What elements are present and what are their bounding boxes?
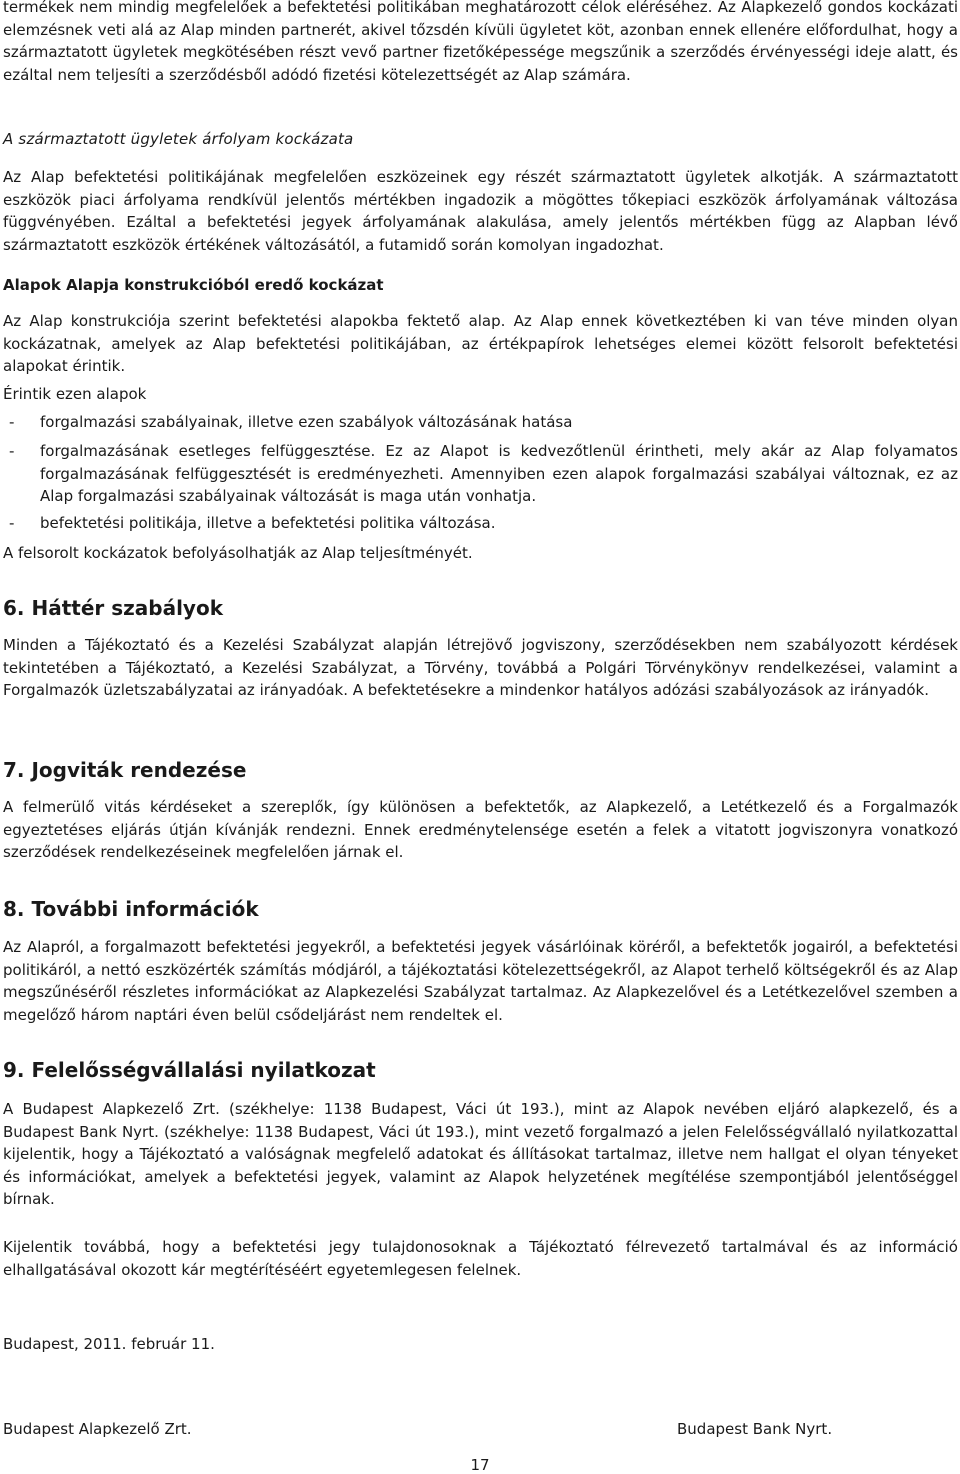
section-7-paragraph: A felmerülő vitás kérdéseket a szereplők, így különösen a befektetők, az Alapkezelő, a Letétkezelő és a Forgalmazók egyeztetéses eljárás útján kívánják rendezni. Ennek eredménytelensége esetén a felek a vitatott jogviszonyra vonatkozó szerződések rendelkezéseinek megfelelően járnak el. bbox=[3, 798, 958, 861]
section-6-heading: 6. Háttér szabályok bbox=[3, 596, 224, 620]
derivative-risk-heading: A származtatott ügyletek árfolyam kockázata bbox=[3, 130, 354, 148]
document-date: Budapest, 2011. február 11. bbox=[3, 1335, 215, 1353]
section-7-heading: 7. Jogviták rendezése bbox=[3, 758, 247, 782]
derivative-risk-paragraph: Az Alap befektetési politikájának megfelelően eszközeinek egy részét származtatott ügyletek alkotják. A származtatott eszközök piaci árfolyama rendkívül jelentős mértékben ingadozik a mögöttes tőkepiaci eszközök árfolyamának változása függvényében. Ezáltal a befektetési jegyek árfolyamának alakulása, amely jelentős mértékben függ az Alapban lévő származtatott eszközök értékének változásától, a futamidő során komolyan ingadozhat. bbox=[3, 168, 958, 254]
section-8-heading: 8. További információk bbox=[3, 897, 259, 921]
list-item bbox=[3, 512, 958, 535]
section-9-heading: 9. Felelősségvállalási nyilatkozat bbox=[3, 1058, 376, 1082]
signature-right: Budapest Bank Nyrt. bbox=[677, 1420, 833, 1438]
risk-closing: A felsorolt kockázatok befolyásolhatják az Alap teljesítményét. bbox=[3, 544, 473, 562]
fund-of-funds-heading: Alapok Alapja konstrukcióból eredő kockázat bbox=[3, 276, 384, 294]
top-paragraph: termékek nem mindig megfelelőek a befektetési politikában meghatározott célok eléréséhez. Az Alapkezelő gondos kockázati elemzésnek veti alá az Alap minden partnerét, akivel tőzsdén kívüli ügyletet köt, azonban ennek ellenére előfordulhat, hogy a származtatott ügyletek megkötésében részt vevő partner fizetőképessége megszűnik a szerződés érvényességi ideje alatt, és ezáltal nem teljesíti a szerződésből adódó fizetési kötelezettségét az Alap számára. bbox=[3, 0, 958, 84]
list-item-text: befektetési politikája, illetve a befektetési politika változása. bbox=[40, 514, 496, 532]
list-item bbox=[3, 411, 958, 434]
list-dash: - bbox=[9, 442, 15, 460]
list-dash: - bbox=[9, 514, 15, 532]
section-9-paragraph-1: A Budapest Alapkezelő Zrt. (székhelye: 1138 Budapest, Váci út 193.), mint az Alapok nevében eljáró alapkezelő, és a Budapest Bank Nyrt. (székhelye: 1138 Budapest, Váci út 193.), mint vezető forgalmazó a jelen Felelősségvállaló nyilatkozattal kijelentik, hogy a Tájékoztató a valóságnak megfelelő adatokat és állításokat tartalmaz, illetve nem hallgat el olyan tényeket és információkat, amelyek a befektetési jegyek, valamint az Alapok helyzetének megítélése szempontjából jelentőséggel bírnak. bbox=[3, 1100, 958, 1208]
section-9-paragraph-2: Kijelentik továbbá, hogy a befektetési jegy tulajdonosoknak a Tájékoztató félrevezető tartalmával és az információ elhallgatásával okozott kár megtérítéséért egyetemlegesen felelnek. bbox=[3, 1238, 958, 1279]
list-item-text: forgalmazási szabályainak, illetve ezen szabályok változásának hatása bbox=[40, 413, 573, 431]
signature-left: Budapest Alapkezelő Zrt. bbox=[3, 1420, 192, 1438]
list-intro: Érintik ezen alapok bbox=[3, 385, 147, 403]
list-item bbox=[3, 440, 958, 508]
page-number: 17 bbox=[470, 1456, 490, 1474]
fund-of-funds-paragraph: Az Alap konstrukciója szerint befektetési alapokba fektető alap. Az Alap ennek következtében ki van téve minden olyan kockázatnak, amelyek az Alap befektetési politikájában, az értékpapírok lehetséges elemei között felsorolt befektetési alapokat érintik. bbox=[3, 312, 958, 375]
section-6-paragraph: Minden a Tájékoztató és a Kezelési Szabályzat alapján létrejövő jogviszony, szerződésekben nem szabályozott kérdések tekintetében a Tájékoztató, a Kezelési Szabályzat, a Törvény, továbbá a Polgári Törvénykönyv rendelkezései, valamint a Forgalmazók üzletszabályzatai az irányadóak. A befektetésekre a mindenkor hatályos adózási szabályozások az irányadók. bbox=[3, 636, 958, 699]
list-item-text: forgalmazásának esetleges felfüggesztése. Ez az Alapot is kedvezőtlenül érintheti, mely akár az Alap folyamatos forgalmazásának felfüggesztését is eredményezheti. Amennyiben ezen alapok forgalmazási szabályai változnak, ez az Alap forgalmazási szabályainak változását is maga után vonhatja. bbox=[40, 442, 958, 505]
section-8-paragraph: Az Alapról, a forgalmazott befektetési jegyekről, a befektetési jegyek vásárlóinak köréről, a befektetők jogairól, a befektetési politikáról, a nettó eszközérték számítás módjáról, a tájékoztatási kötelezettségekről, az Alapot terhelő költségekről és az Alap megszűnéséről részletes információkat az Alapkezelési Szabályzat tartalmaz. Az Alapkezelővel és a Letétkezelővel szemben a megelőző három naptári éven belül csődeljárást nem rendeltek el. bbox=[3, 938, 958, 1024]
list-dash: - bbox=[9, 413, 15, 431]
